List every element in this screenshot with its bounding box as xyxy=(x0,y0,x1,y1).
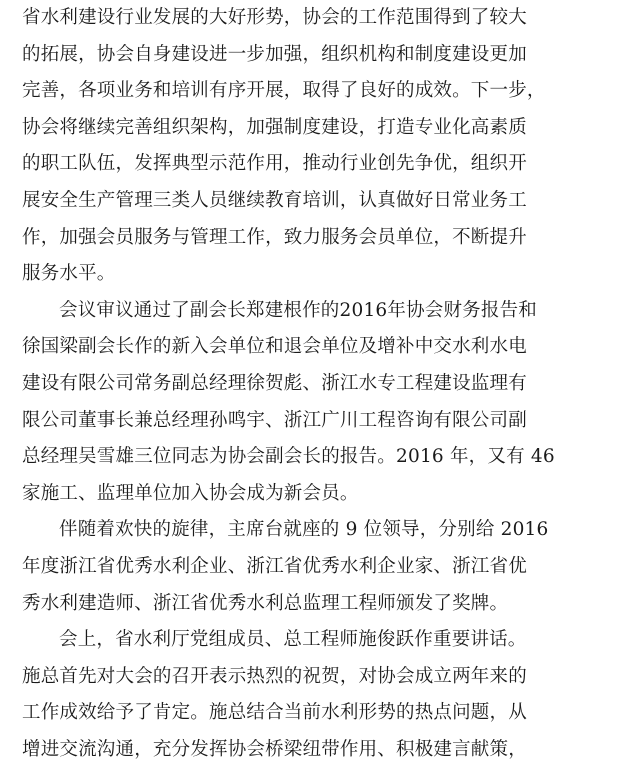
text-line: 的职工队伍，发挥典型示范作用，推动行业创先争优，组织开 xyxy=(22,153,527,175)
text-line: 总经理吴雪雄三位同志为协会副会长的报告。2016 年，又有 46 xyxy=(22,446,555,468)
text-line: 服务水平。 xyxy=(22,263,116,285)
text-line: 增进交流沟通，充分发挥协会桥梁纽带作用、积极建言献策， xyxy=(22,738,527,760)
paragraph-first-line: 会上，省水利厅党组成员、总工程师施俊跃作重要讲话。 xyxy=(59,629,527,651)
text-line: 徐国梁副会长作的新入会单位和退会单位及增补中交水利水电 xyxy=(22,336,527,358)
text-line: 家施工、监理单位加入协会成为新会员。 xyxy=(22,482,359,504)
text-line: 协会将继续完善组织架构，加强制度建设，打造专业化高素质 xyxy=(22,116,527,138)
paragraph-first-line: 伴随着欢快的旋律，主席台就座的 9 位领导，分别给 2016 xyxy=(59,519,549,541)
text-line: 施总首先对大会的召开表示热烈的祝贺，对协会成立两年来的 xyxy=(22,665,527,687)
text-line: 年度浙江省优秀水利企业、浙江省优秀水利企业家、浙江省优 xyxy=(22,555,527,577)
text-line: 展安全生产管理三类人员继续教育培训，认真做好日常业务工 xyxy=(22,189,527,211)
text-line: 作，加强会员服务与管理工作，致力服务会员单位，不断提升 xyxy=(22,226,527,248)
text-line: 省水利建设行业发展的大好形势，协会的工作范围得到了较大 xyxy=(22,7,527,28)
text-line: 完善，各项业务和培训有序开展，取得了良好的成效。下一步， xyxy=(22,80,546,102)
text-line: 限公司董事长兼总经理孙鸣宇、浙江广川工程咨询有限公司副 xyxy=(22,409,527,431)
text-line: 工作成效给予了肯定。施总结合当前水利形势的热点问题，从 xyxy=(22,702,527,724)
text-line: 建设有限公司常务副总经理徐贺彪、浙江水专工程建设监理有 xyxy=(22,372,527,394)
text-line: 秀水利建造师、浙江省优秀水利总监理工程师颁发了奖牌。 xyxy=(22,592,509,614)
paragraph-first-line: 会议审议通过了副会长郑建根作的2016年协会财务报告和 xyxy=(59,299,537,321)
text-line: 的拓展，协会自身建设进一步加强，组织机构和制度建设更加 xyxy=(22,43,527,65)
